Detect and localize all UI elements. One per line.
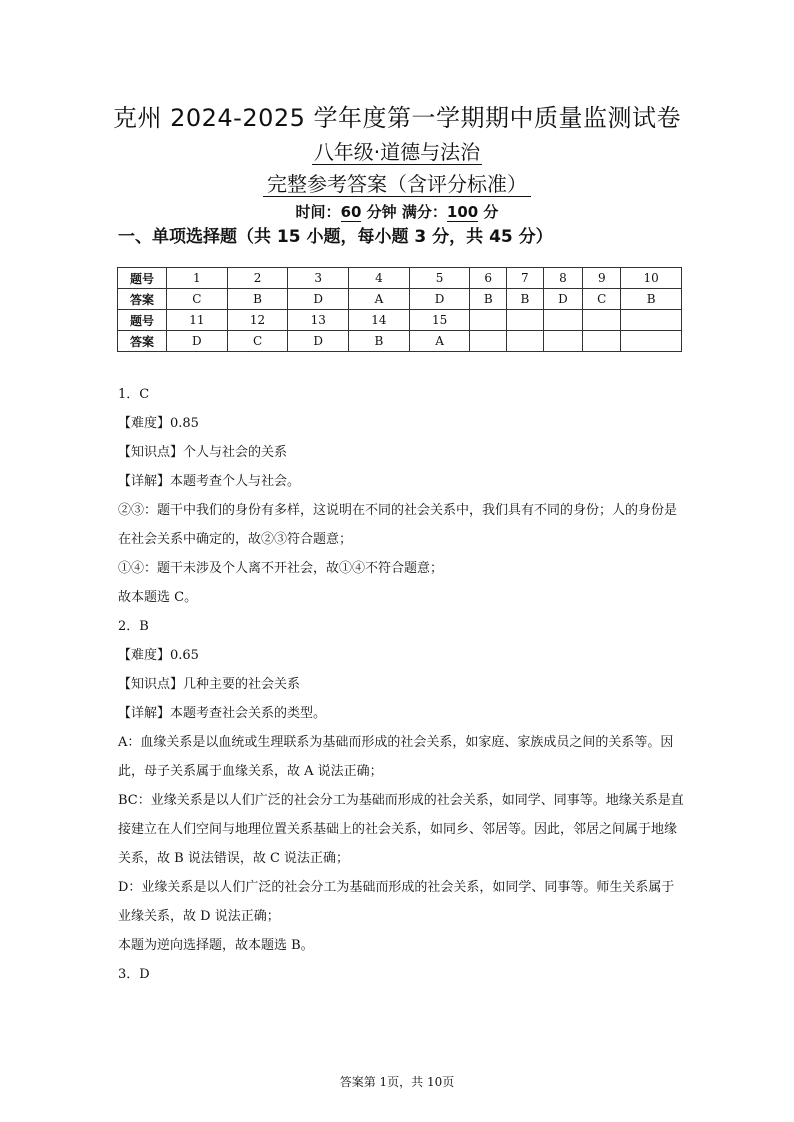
answer-explanations: [118, 380, 684, 989]
time-value: 60: [340, 203, 362, 221]
explanation-paragraph: ②③：题干中我们的身份有多样，这说明在不同的社会关系中，我们具有不同的身份；人的身份是在社会关系中确定的，故②③符合题意；: [118, 503, 678, 547]
difficulty-line: 【难度】0.85: [118, 416, 199, 431]
exam-time-score: [0, 201, 794, 222]
table-cell: D: [543, 289, 583, 310]
knowledge-point-line: 【知识点】几种主要的社会关系: [118, 677, 301, 692]
table-cell: [507, 310, 544, 331]
detail-line: 【详解】本题考查社会关系的类型。: [118, 706, 327, 721]
answer-key-title-text: 完整参考答案（含评分标准）: [263, 172, 531, 197]
table-cell: [583, 331, 621, 352]
table-cell: [543, 310, 583, 331]
table-cell: C: [583, 289, 621, 310]
score-value: 100: [446, 203, 479, 221]
table-cell: 14: [349, 310, 410, 331]
row-label: 题号: [118, 310, 167, 331]
table-cell: [621, 310, 682, 331]
time-unit: 分钟 满分：: [361, 203, 447, 221]
row-label: 题号: [118, 268, 167, 289]
table-cell: A: [409, 331, 470, 352]
table-row: [118, 268, 682, 289]
subtitle-text: 八年级·道德与法治: [313, 140, 481, 164]
explanation-paragraph: 故本题选 C。: [118, 590, 198, 605]
table-row: [118, 331, 682, 352]
table-cell: C: [227, 331, 288, 352]
document-title: 克州 2024-2025 学年度第一学期期中质量监测试卷: [112, 104, 682, 132]
table-cell: 11: [167, 310, 228, 331]
explanation-paragraph: A：血缘关系是以血统或生理联系为基础而形成的社会关系，如家庭、家族成员之间的关系等。因此，母子关系属于血缘关系，故 A 说法正确；: [118, 735, 674, 779]
table-cell: D: [288, 289, 349, 310]
question-number: 1．C: [118, 387, 150, 402]
question-number: 2．B: [118, 619, 149, 634]
difficulty-line: 【难度】0.65: [118, 648, 199, 663]
table-cell: 1: [167, 268, 228, 289]
table-cell: B: [507, 289, 544, 310]
answer-table: [117, 267, 682, 352]
table-cell: 9: [583, 268, 621, 289]
explanation-paragraph: BC：业缘关系是以人们广泛的社会分工为基础而形成的社会关系，如同学、同事等。地缘关系是直接建立在人们空间与地理位置关系基础上的社会关系，如同乡、邻居等。因此，邻居之间属于地缘关系，故 B 说法错误，故 C 说法正确；: [118, 793, 684, 866]
table-cell: 5: [409, 268, 470, 289]
explanation-paragraph: 本题为逆向选择题，故本题选 B。: [118, 938, 314, 953]
time-label: 时间：: [295, 203, 341, 221]
table-cell: 2: [227, 268, 288, 289]
score-unit: 分: [478, 203, 499, 221]
table-cell: D: [288, 331, 349, 352]
table-cell: 7: [507, 268, 544, 289]
table-cell: 4: [349, 268, 410, 289]
table-row: [118, 310, 682, 331]
explanation-paragraph: ①④：题干未涉及个人离不开社会，故①④不符合题意；: [118, 561, 444, 576]
table-cell: [470, 331, 507, 352]
table-cell: 15: [409, 310, 470, 331]
table-cell: 8: [543, 268, 583, 289]
table-cell: 13: [288, 310, 349, 331]
row-label: 答案: [118, 289, 167, 310]
document-subtitle: [0, 136, 794, 165]
explanation-paragraph: D：业缘关系是以人们广泛的社会分工为基础而形成的社会关系，如同学、同事等。师生关系属于业缘关系，故 D 说法正确；: [118, 880, 675, 924]
table-cell: 3: [288, 268, 349, 289]
table-cell: [507, 331, 544, 352]
table-cell: A: [349, 289, 410, 310]
table-cell: C: [167, 289, 228, 310]
table-cell: B: [227, 289, 288, 310]
table-cell: [543, 331, 583, 352]
table-cell: [621, 331, 682, 352]
table-cell: D: [409, 289, 470, 310]
table-cell: [470, 310, 507, 331]
table-cell: B: [621, 289, 682, 310]
detail-line: 【详解】本题考查个人与社会。: [118, 474, 301, 489]
table-cell: 6: [470, 268, 507, 289]
question-number: 3．D: [118, 967, 150, 982]
page-footer: 答案第 1页，共 10页: [339, 1075, 455, 1089]
knowledge-point-line: 【知识点】个人与社会的关系: [118, 445, 288, 460]
table-cell: B: [470, 289, 507, 310]
table-cell: D: [167, 331, 228, 352]
table-row: [118, 289, 682, 310]
row-label: 答案: [118, 331, 167, 352]
table-cell: 12: [227, 310, 288, 331]
section-heading-single-choice: 一、单项选择题（共 15 小题，每小题 3 分，共 45 分）: [118, 227, 553, 247]
table-cell: B: [349, 331, 410, 352]
answer-key-title: [0, 168, 794, 197]
table-cell: [583, 310, 621, 331]
table-cell: 10: [621, 268, 682, 289]
